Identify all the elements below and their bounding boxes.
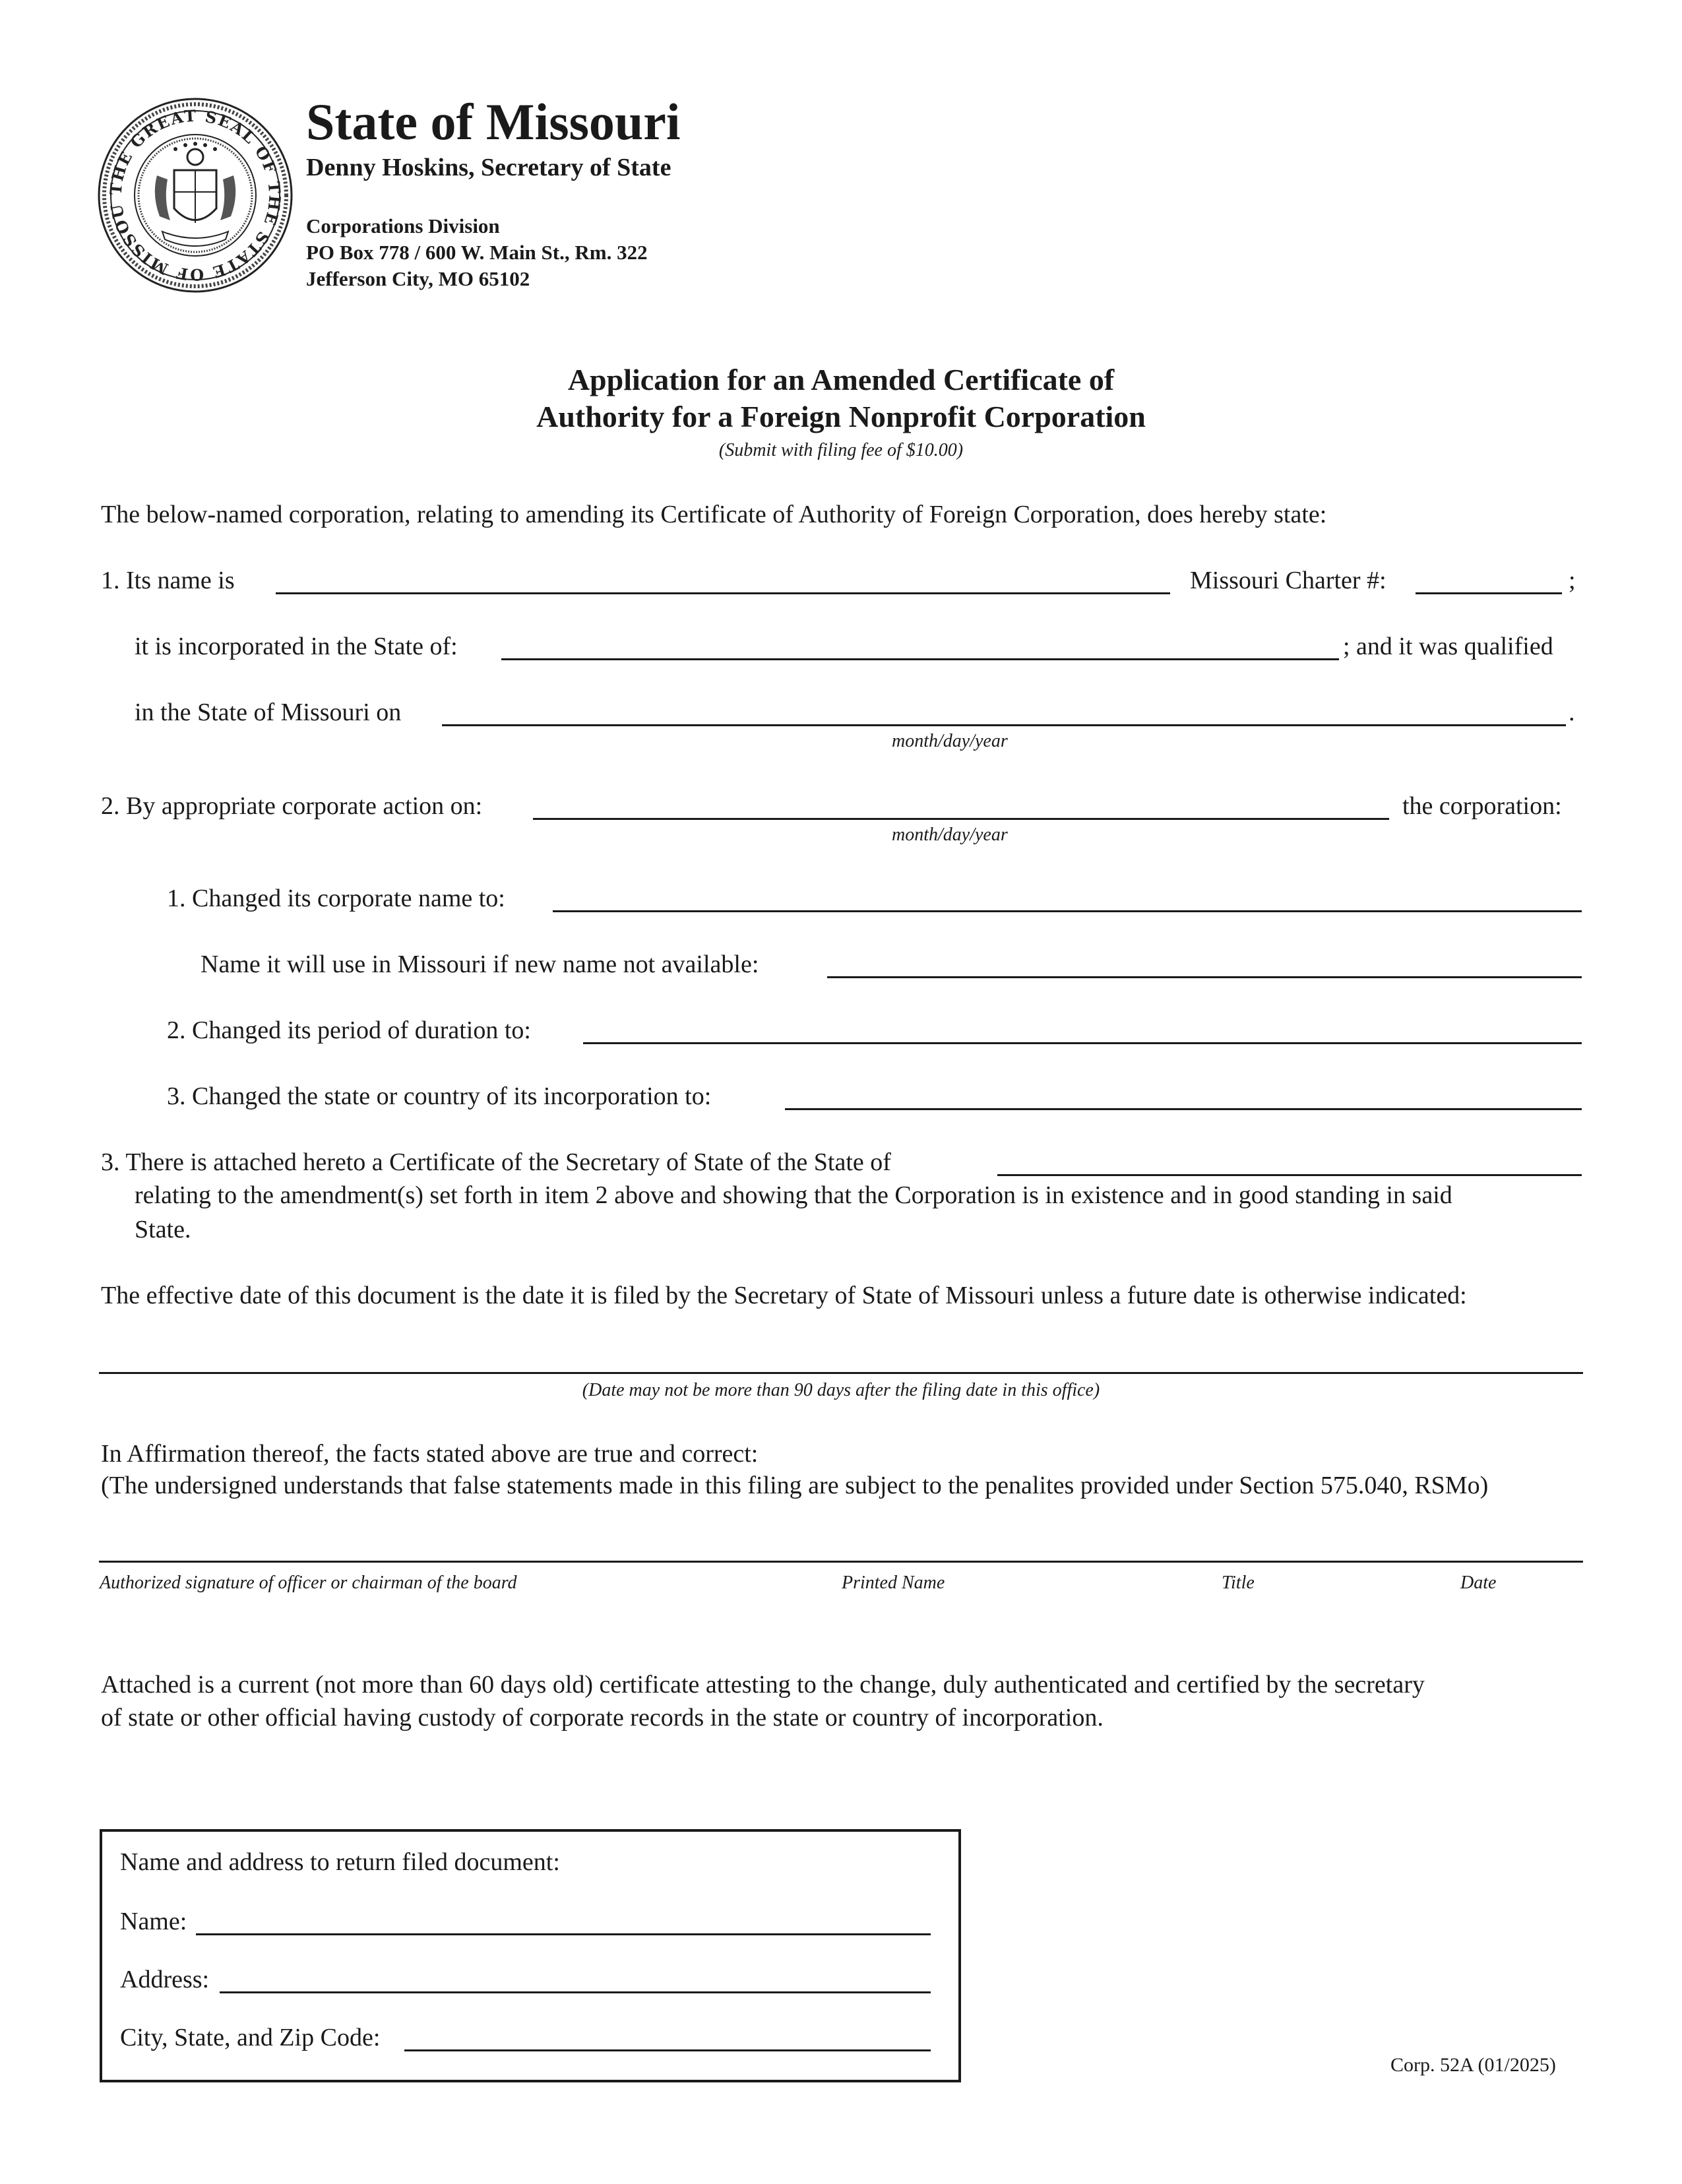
address-line-1: PO Box 778 / 600 W. Main St., Rm. 322 [306, 241, 648, 264]
state-title: State of Missouri [306, 93, 681, 150]
changed-name-label: 1. Changed its corporate name to: [167, 885, 505, 912]
charter-number-label: Missouri Charter #: [1190, 567, 1386, 594]
title-label: Title [1222, 1573, 1255, 1593]
svg-text:THE GREAT SEAL OF THE STATE OF: THE GREAT SEAL OF THE STATE OF MISSOU [106, 106, 285, 285]
secretary-of-state: Denny Hoskins, Secretary of State [306, 154, 671, 181]
qualified-label: ; and it was qualified [1343, 633, 1553, 660]
printed-name-label: Printed Name [842, 1573, 945, 1593]
qualified-on-label: in the State of Missouri on [135, 699, 402, 726]
effective-date-text: The effective date of this document is the date it is filed by the Secretary of State of Missouri unless a future date is otherwise indicated: [101, 1282, 1467, 1309]
alternate-name-label: Name it will use in Missouri if new name not available: [201, 951, 759, 978]
qualified-period: . [1569, 699, 1575, 726]
duration-field[interactable] [583, 1042, 1582, 1044]
incorporated-state-label: it is incorporated in the State of: [135, 633, 458, 660]
intro-text: The below-named corporation, relating to amending its Certificate of Authority of Foreign Corporation, does hereby state: [101, 501, 1327, 528]
return-box-heading: Name and address to return filed document: [120, 1848, 560, 1876]
return-city-field[interactable] [404, 2049, 931, 2051]
return-address-field[interactable] [220, 1991, 931, 1993]
attached-line-2: of state or other official having custody of corporate records in the state or country of incorporation. [101, 1704, 1104, 1732]
return-city-label: City, State, and Zip Code: [120, 2024, 381, 2051]
corporation-name-field[interactable] [276, 592, 1170, 594]
effective-date-note: (Date may not be more than 90 days after the filing date in this office) [582, 1380, 1100, 1400]
filing-fee-note: (Submit with filing fee of $10.00) [718, 440, 964, 460]
item1-label: 1. Its name is [101, 567, 235, 594]
the-corporation-label: the corporation: [1402, 792, 1562, 820]
qualified-date-hint: month/day/year [892, 731, 1008, 751]
charter-number-field[interactable] [1416, 592, 1562, 594]
return-address-box [100, 1829, 961, 2082]
missouri-state-seal [96, 96, 294, 294]
changed-incorporation-label: 3. Changed the state or country of its incorporation to: [167, 1082, 712, 1110]
qualified-date-field[interactable] [442, 724, 1566, 726]
action-date-hint: month/day/year [892, 825, 1008, 845]
item3-line-2: relating to the amendment(s) set forth in item 2 above and showing that the Corporation is in existence and in good standing in said [135, 1181, 1452, 1209]
item3-label: 3. There is attached hereto a Certificate of the Secretary of State of the State of [101, 1148, 891, 1176]
future-effective-date-field[interactable] [99, 1372, 1583, 1374]
incorporated-state-field[interactable] [501, 658, 1339, 660]
alternate-name-field[interactable] [827, 976, 1582, 978]
item2-label: 2. By appropriate corporate action on: [101, 792, 483, 820]
return-name-label: Name: [120, 1908, 187, 1935]
signature-field[interactable] [99, 1561, 1583, 1563]
charter-semicolon: ; [1569, 567, 1576, 594]
address-line-2: Jefferson City, MO 65102 [306, 267, 530, 290]
item3-line-3: State. [135, 1216, 191, 1243]
division-name: Corporations Division [306, 214, 500, 237]
return-address-label: Address: [120, 1966, 210, 1993]
certificate-state-field[interactable] [997, 1174, 1582, 1176]
new-incorporation-state-field[interactable] [785, 1108, 1582, 1110]
new-name-field[interactable] [553, 910, 1582, 912]
return-name-field[interactable] [196, 1933, 931, 1935]
corporate-action-date-field[interactable] [533, 818, 1389, 820]
signature-label: Authorized signature of officer or chairman of the board [100, 1573, 517, 1593]
form-title-line-1: Application for an Amended Certificate of [567, 363, 1115, 396]
affirmation-line-1: In Affirmation thereof, the facts stated above are true and correct: [101, 1440, 759, 1468]
form-title-line-2: Authority for a Foreign Nonprofit Corporation [536, 400, 1146, 433]
affirmation-line-2: (The undersigned understands that false statements made in this filing are subject to the penalites provided under Section 575.040, RSMo) [101, 1472, 1489, 1499]
attached-line-1: Attached is a current (not more than 60 days old) certificate attesting to the change, duly authenticated and certified by the secretary [101, 1671, 1425, 1699]
changed-duration-label: 2. Changed its period of duration to: [167, 1016, 531, 1044]
form-id: Corp. 52A (01/2025) [1390, 2054, 1556, 2076]
date-label: Date [1460, 1573, 1497, 1593]
